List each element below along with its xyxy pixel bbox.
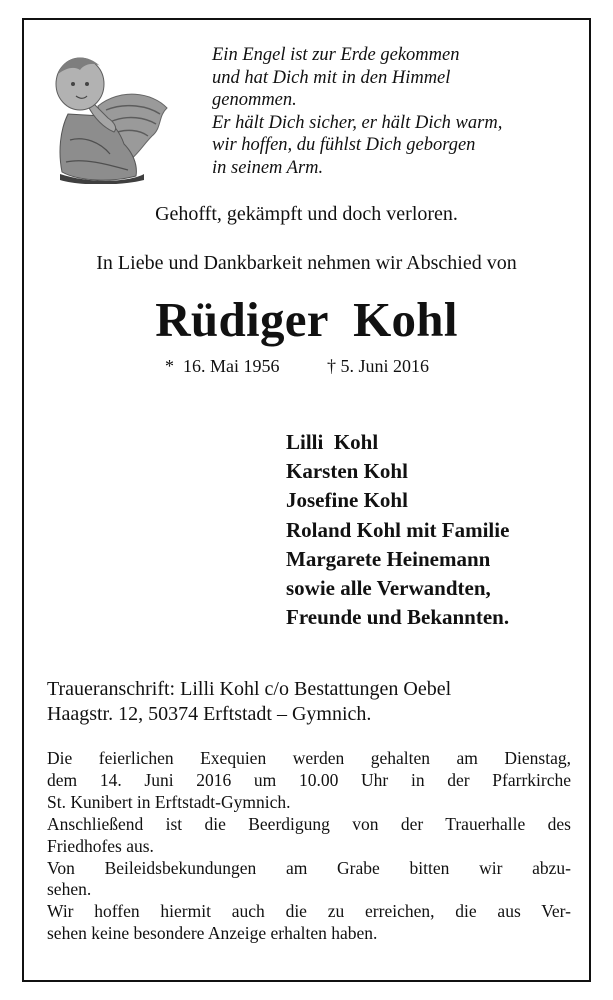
poem-line: in seinem Arm. — [212, 157, 324, 178]
deceased-name: Rüdiger Kohl — [155, 292, 458, 347]
mourner: Freunde und Bekannten. — [286, 605, 510, 630]
intro-text: In Liebe und Dankbarkeit nehmen wir Abschied von — [96, 252, 517, 274]
birth-date: * 16. Mai 1956 — [165, 356, 280, 376]
angel-figure-image — [40, 44, 170, 184]
address-line: Haagstr. 12, 50374 Erftstadt – Gymnich. — [47, 703, 372, 725]
mourner: Roland Kohl mit Familie — [286, 517, 510, 542]
poem-line: Er hält Dich sicher, er hält Dich warm, — [212, 112, 503, 133]
poem — [212, 44, 572, 180]
notice-line: St. Kunibert in Erftstadt-Gymnich. — [47, 791, 291, 812]
notice-line: sehen keine besondere Anzeige erhalten haben. — [47, 923, 378, 944]
notice-line: Friedhofes aus. — [47, 835, 154, 856]
mourners-list — [286, 428, 509, 632]
poem-line: und hat Dich mit in den Himmel — [212, 67, 451, 88]
notice-line: dem 14. Juni 2016 um 10.00 Uhr in der Pfarrkirche — [47, 769, 571, 790]
mourner: sowie alle Verwandten, — [286, 576, 491, 601]
death-date: † 5. Juni 2016 — [327, 356, 430, 376]
mourner: Margarete Heinemann — [286, 546, 491, 571]
poem-line: genommen. — [212, 90, 297, 111]
notice-line: Die feierlichen Exequien werden gehalten am Dienstag, — [47, 748, 571, 768]
mourner: Josefine Kohl — [286, 488, 408, 513]
poem-line: wir hoffen, du fühlst Dich geborgen — [212, 135, 476, 156]
funeral-notice — [47, 748, 571, 945]
notice-line: sehen. — [47, 879, 92, 900]
mourner: Lilli Kohl — [286, 430, 379, 454]
notice-line: Anschließend ist die Beerdigung von der Trauerhalle des — [47, 813, 571, 834]
funeral-address — [47, 677, 451, 727]
address-line: Traueranschrift: Lilli Kohl c/o Bestattungen Oebel — [47, 678, 452, 700]
motto: Gehofft, gekämpft und doch verloren. — [155, 203, 458, 225]
mourner: Karsten Kohl — [286, 459, 408, 484]
poem-line: Ein Engel ist zur Erde gekommen — [212, 45, 460, 65]
notice-line: Wir hoffen hiermit auch die zu erreichen, die aus Ver- — [47, 901, 571, 922]
notice-line: Von Beileidsbekundungen am Grabe bitten wir abzu- — [47, 857, 571, 878]
